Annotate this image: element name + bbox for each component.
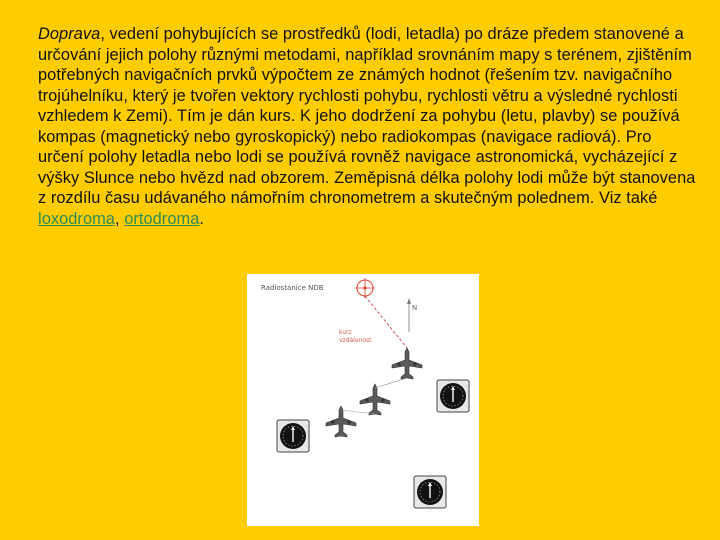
radio-compass-gauge-icon (414, 476, 446, 508)
article-paragraph (38, 24, 698, 229)
north-arrow-icon (407, 298, 411, 332)
article-body: , vedení pohybujících se prostředků (lodi, letadla) po dráze předem stanovené a určování jejich polohy různými metodami, například srovnáním mapy s terénem, zjištěním potřebných navigačních prvků výpočtem ze známých hodnot (řešením tzv. navigačního trojúhelníku, který je tvořen vektory rychlosti pohybu, rychlosti větru a výsledné rychlosti vzhledem k Zemi). Tím je dán kurs. K jeho dodržení za pohybu (letu, plavby) se používá kompas (magnetický nebo gyroskopický) nebo radiokompas (navigace radiová). Pro určení polohy letadla nebo lodi se používá rovněž navigace astronomická, vycházející z výšky Slunce nebo hvězd nad obzorem. Zeměpisná délka polohy lodi může být stanovena z rozdílu času udávaného námořním chronometrem a skutečným polednem. Viz také (38, 25, 696, 207)
aircraft-icon (360, 384, 390, 415)
link-loxodroma[interactable]: loxodroma (38, 209, 115, 228)
article-term: Doprava (38, 25, 101, 43)
figure-title: Radiostanice NDB (261, 284, 324, 292)
aircraft-icon (392, 348, 422, 379)
radio-compass-gauge-icon (277, 420, 309, 452)
north-label: N (412, 304, 418, 312)
navigation-diagram (247, 274, 479, 526)
navigation-figure (247, 274, 479, 526)
ndb-station-icon (355, 278, 375, 298)
aircraft-icon (326, 406, 356, 437)
radio-compass-gauge-icon (437, 380, 469, 412)
link-ortodroma[interactable]: ortodroma (124, 209, 200, 228)
figure-note-2: vzdálenost (339, 337, 372, 344)
track-line (375, 378, 407, 388)
link-separator: , (114, 209, 125, 228)
figure-note-1: kurz (339, 329, 352, 336)
paragraph-end: . (199, 209, 204, 228)
